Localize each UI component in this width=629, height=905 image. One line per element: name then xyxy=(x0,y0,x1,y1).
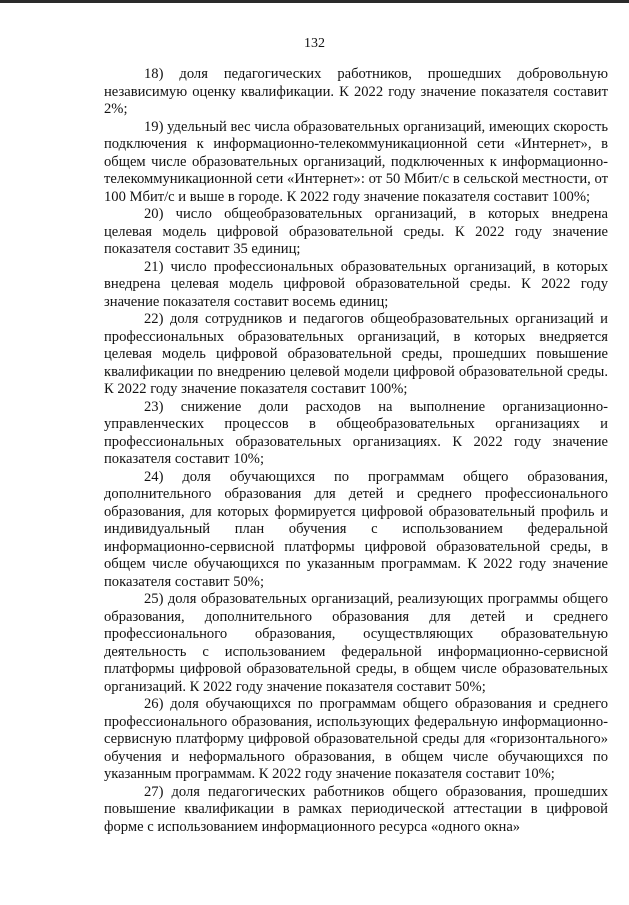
paragraph-item-26: 26) доля обучающихся по программам общего образования и среднего профессионального образования, использующих федеральную информационно-сервисную платформу цифровой образовательной среды для «горизонтального» обучения и неформального образования, в общем числе обучающихся по указанным программам. К 2022 году значение показателя составит 10%; xyxy=(104,696,608,782)
page-top-edge xyxy=(0,0,629,3)
paragraph-item-18: 18) доля педагогических работников, прошедших добровольную независимую оценку квалификации. К 2022 году значение показателя составит 2%; xyxy=(104,66,608,117)
paragraph-item-25: 25) доля образовательных организаций, реализующих программы общего образования, дополнительного образования для детей и среднего профессионального образования, осуществляющих образовательную деятельность с использованием федеральной информационно-сервисной платформы цифровой образовательной среды, в общем числе образовательных организаций. К 2022 году значение показателя составит 50%; xyxy=(104,591,608,695)
paragraph-item-20: 20) число общеобразовательных организаций, в которых внедрена целевая модель цифровой образовательной среды. К 2022 году значение показателя составит 35 единиц; xyxy=(104,206,608,257)
paragraph-item-19: 19) удельный вес числа образовательных организаций, имеющих скорость подключения к информационно-телекоммуникационной сети «Интернет», в общем числе образовательных организаций, подключенных к информационно-телекоммуникационной сети «Интернет»: от 50 Мбит/с в сельской местности, от 100 Мбит/с и выше в городе. К 2022 году значение показателя составит 100%; xyxy=(104,118,608,205)
page-number: 132 xyxy=(304,36,325,51)
document-body xyxy=(104,66,608,836)
paragraph-item-27: 27) доля педагогических работников общего образования, прошедших повышение квалификации в рамках периодической аттестации в цифровой форме с использованием информационного ресурса «одного окна» xyxy=(104,783,608,835)
paragraph-item-22: 22) доля сотрудников и педагогов общеобразовательных организаций и профессиональных образовательных организаций, в которых внедряется целевая модель цифровой образовательной среды, прошедших повышение квалификации по внедрению целевой модели цифровой образовательной среды. К 2022 году значение показателя составит 100%; xyxy=(104,311,608,397)
paragraph-item-21: 21) число профессиональных образовательных организаций, в которых внедрена целевая модель цифровой образовательной среды. К 2022 году значение показателя составит восемь единиц; xyxy=(104,258,608,310)
paragraph-item-24: 24) доля обучающихся по программам общего образования, дополнительного образования для детей и среднего профессионального образования, для которых формируется цифровой образовательный профиль и индивидуальный план обучения с использованием федеральной информационно-сервисной платформы цифровой образовательной среды, в общем числе обучающихся по указанным программам. К 2022 году значение показателя составит 50%; xyxy=(104,468,608,590)
paragraph-item-23: 23) снижение доли расходов на выполнение организационно-управленческих процессов в общеобразовательных организациях и профессиональных образовательных организациях. К 2022 году значение показателя составит 10%; xyxy=(104,398,608,467)
